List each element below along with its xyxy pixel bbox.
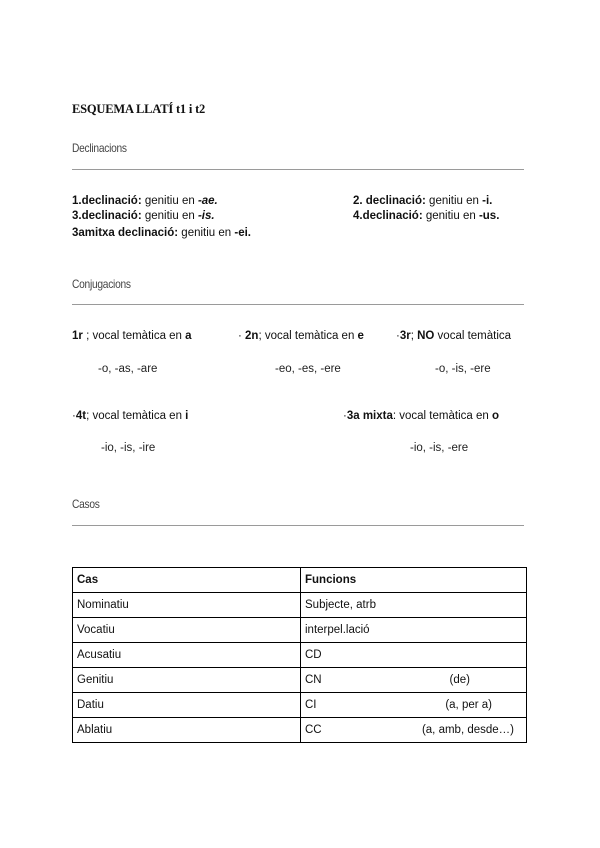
section-heading-conjugacions: Conjugacions (72, 277, 131, 291)
conjugation-5: ·3a mixta: vocal temàtica en o (343, 410, 499, 422)
table-row (73, 668, 527, 693)
cases-table (72, 567, 527, 743)
divider (72, 169, 524, 170)
table-row (73, 718, 527, 743)
conjugation-2-endings: -eo, -es, -ere (275, 363, 341, 375)
table-row (73, 643, 527, 668)
case-function: CD (301, 643, 527, 668)
declination-5: 3amitxa declinació: genitiu en -ei. (72, 227, 251, 239)
table-row (73, 693, 527, 718)
declination-1: 1.declinació: genitiu en -ae. (72, 195, 218, 207)
case-name: Vocatiu (73, 618, 301, 643)
page-title: ESQUEMA LLATÍ t1 i t2 (72, 102, 206, 116)
table-header-row (73, 568, 527, 593)
column-header-funcions: Funcions (301, 568, 527, 593)
section-heading-declinacions: Declinacions (72, 141, 127, 155)
declination-2: 2. declinació: genitiu en -i. (353, 195, 493, 207)
case-name: Datiu (73, 693, 301, 718)
case-name: Acusatiu (73, 643, 301, 668)
case-function: CC (a, amb, desde…) (301, 718, 527, 743)
conjugation-1: 1r ; vocal temàtica en a (72, 330, 192, 342)
case-name: Nominatiu (73, 593, 301, 618)
declination-4: 4.declinació: genitiu en -us. (353, 210, 500, 222)
conjugation-4: ·4t; vocal temàtica en i (72, 410, 189, 422)
declination-3: 3.declinació: genitiu en -is. (72, 210, 215, 222)
divider (72, 304, 524, 305)
conjugation-2: · 2n; vocal temàtica en e (238, 330, 364, 342)
conjugation-3-endings: -o, -is, -ere (435, 363, 491, 375)
section-heading-casos: Casos (72, 497, 100, 511)
conjugation-1-endings: -o, -as, -are (98, 363, 158, 375)
conjugation-3: ·3r; NO vocal temàtica (396, 330, 512, 342)
case-function: CN (de) (301, 668, 527, 693)
table-row (73, 618, 527, 643)
conjugation-4-endings: -io, -is, -ire (101, 442, 156, 454)
case-name: Ablatiu (73, 718, 301, 743)
column-header-cas: Cas (73, 568, 301, 593)
case-function: CI (a, per a) (301, 693, 527, 718)
case-function: Subjecte, atrb (301, 593, 527, 618)
case-function: interpel.lació (301, 618, 527, 643)
conjugation-5-endings: -io, -is, -ere (410, 442, 469, 454)
case-name: Genitiu (73, 668, 301, 693)
divider (72, 525, 524, 526)
table-row (73, 593, 527, 618)
